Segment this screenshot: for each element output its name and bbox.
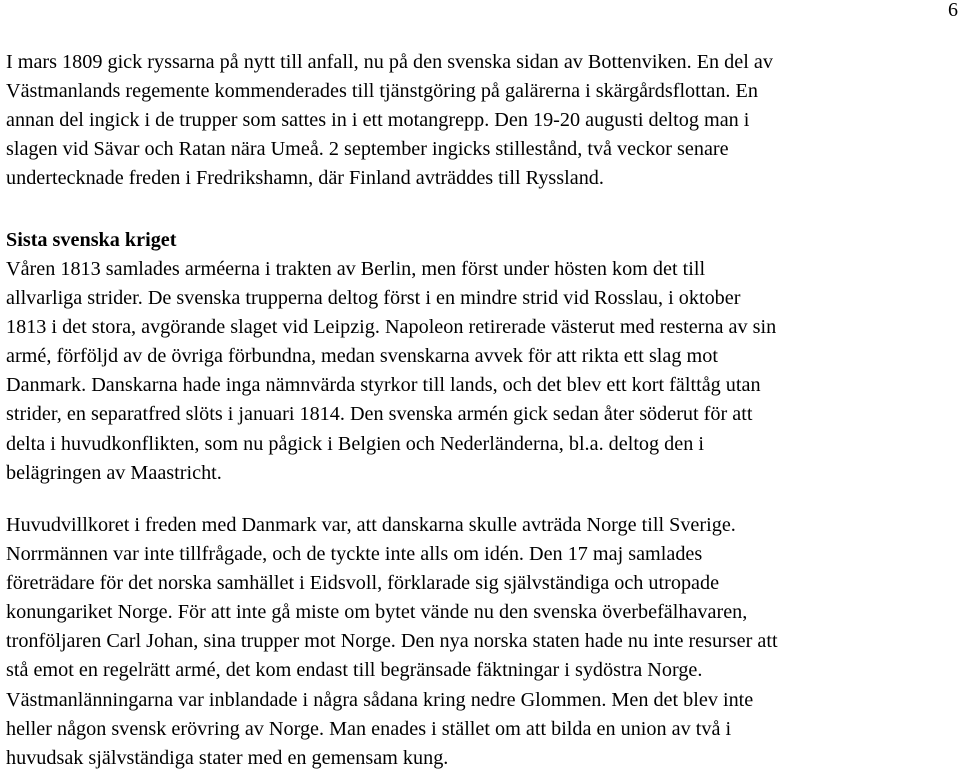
paragraph-line: stå emot en regelrätt armé, det kom endast till begränsade fäktningar i sydöstra Norge. [6,659,703,682]
paragraph-line: allvarliga strider. De svenska trupperna deltog först i en mindre strid vid Rosslau, i oktober [6,287,741,310]
paragraph-finnish-war [6,48,960,193]
paragraph-line: armé, förföljd av de övriga förbundna, medan svenskarna avvek för att rikta ett slag mot [6,345,718,368]
paragraph-line: företrädare för det norska samhället i Eidsvoll, förklarade sig självständiga och utropade [6,572,720,595]
paragraph-line: delta i huvudkonflikten, som nu pågick i Belgien och Nederländerna, bl.a. deltog den i [6,432,704,455]
paragraph-line: huvudsak självständiga stater med en gemensam kung. [6,746,449,769]
paragraph-line: Västmanlands regemente kommenderades till tjänstgöring på galärerna i skärgårdsflottan. En [6,80,758,103]
paragraph-line: Våren 1813 samlades arméerna i trakten av Berlin, men först under hösten kom det till [6,258,706,280]
paragraph-line: Västmanlänningarna var inblandade i några sådana kring nedre Glommen. Men det blev inte [6,688,754,711]
paragraph-line: strider, en separatfred slöts i januari 1814. Den svenska armén gick sedan åter söderut för att [6,403,753,426]
paragraph-line: undertecknade freden i Fredrikshamn, där Finland avträddes till Ryssland. [6,167,604,190]
section-heading: Sista svenska kriget [6,229,177,251]
paragraph-line: Huvudvillkoret i freden med Danmark var, att danskarna skulle avträda Norge till Sverige. [6,514,736,536]
paragraph-line: konungariket Norge. För att inte gå miste om bytet vände nu den svenska överbefälhavaren, [6,601,748,624]
paragraph-line: 1813 i det stora, avgörande slaget vid Leipzig. Napoleon retirerade västerut med resterna av sin [6,316,777,339]
paragraph-line: Norrmännen var inte tillfrågade, och de tyckte inte alls om idén. Den 17 maj samlades [6,543,703,566]
paragraph-line: tronföljaren Carl Johan, sina trupper mot Norge. Den nya norska staten hade nu inte resurser att [6,630,778,653]
paragraph-line: Danmark. Danskarna hade inga nämnvärda styrkor till lands, och det blev ett kort fälttåg utan [6,374,761,397]
paragraph-line: annan del ingick i de trupper som sattes in i ett motangrepp. Den 19-20 augusti deltog man i [6,109,750,132]
paragraph-line: belägringen av Maastricht. [6,461,222,484]
paragraph-last-war [6,255,960,488]
paragraph-peace-norway [6,511,960,773]
page-number: 6 [948,0,958,21]
paragraph-line: heller någon svensk erövring av Norge. Man enades i stället om att bilda en union av två i [6,717,732,740]
paragraph-line: I mars 1809 gick ryssarna på nytt till anfall, nu på den svenska sidan av Bottenviken. En del av [6,51,773,73]
paragraph-line: slagen vid Sävar och Ratan nära Umeå. 2 september ingicks stillestånd, två veckor senare [6,138,729,161]
